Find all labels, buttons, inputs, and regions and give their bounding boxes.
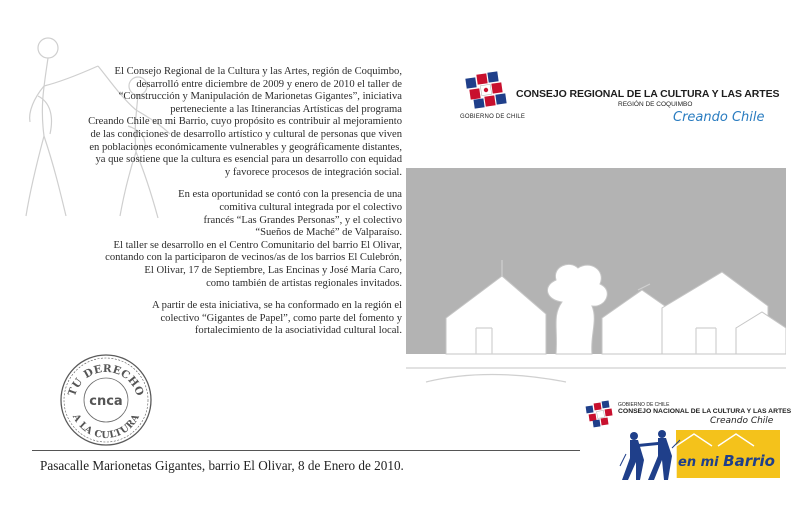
caption-rule	[32, 450, 580, 451]
body-text	[50, 66, 402, 348]
body-line: como también de artistas regionales invitados.	[206, 277, 402, 289]
consejo-name: CONSEJO REGIONAL DE LA CULTURA Y LAS ARTES	[516, 88, 780, 100]
body-line: fortalecimiento de la asociatividad cultural local.	[194, 325, 402, 337]
body-line: contando con la participaron de vecinos/as de los barrios El Culebrón,	[105, 252, 402, 264]
body-line: ya que sostiene que la cultura es esencial para un desarrollo con equidad	[95, 154, 402, 166]
program-name: Creando Chile	[673, 110, 765, 125]
body-line: de las condiciones de desarrollo artístico y cultural de personas que viven	[90, 128, 402, 140]
gobierno-chile-emblem-icon	[460, 70, 520, 110]
body-paragraph	[50, 189, 402, 239]
body-paragraph	[50, 240, 402, 290]
body-line: perteneciente a las Itinerancias Artísticas del programa	[170, 103, 402, 115]
body-line: Creando Chile en mi Barrio, cuyo propósito es contribuir al mejoramiento	[88, 116, 402, 128]
body-line: francés “Las Grandes Personas”, y el colectivo	[203, 214, 402, 226]
stamp-center-text: cnca	[89, 394, 123, 409]
body-line: “Construcción y Manipulación de Marionetas Gigantes”, iniciativa	[118, 91, 402, 103]
tu-derecho-stamp	[58, 352, 154, 448]
body-line: y favorece procesos de integración social.	[224, 166, 402, 178]
cnca-regional-logo	[458, 70, 778, 130]
region-label: REGIÓN DE COQUIMBO	[618, 101, 693, 108]
stamp-bottom-text: A LA CULTURA	[70, 412, 142, 442]
consejo-nacional-name: CONSEJO NACIONAL DE LA CULTURA Y LAS ARTES	[618, 408, 792, 415]
stamp-top-text: TU DERECHO	[66, 362, 146, 398]
en-mi-barrio-text	[678, 452, 775, 470]
body-line: desarrolló entre diciembre de 2009 y enero de 2010 el taller de	[136, 78, 402, 90]
gobierno-label-small: GOBIERNO DE CHILE	[618, 402, 670, 408]
body-line: El Olivar, 17 de Septiembre, Las Encinas y José María Caro,	[144, 264, 402, 276]
barrio-word: Barrio	[723, 452, 775, 470]
gobierno-chile-emblem-small-icon	[584, 400, 622, 428]
body-line: comitiva cultural integrada por el colectivo	[219, 201, 402, 213]
body-line: A partir de esta iniciativa, se ha conformado en la región el	[151, 300, 402, 312]
houses-silhouette-illustration	[406, 168, 786, 388]
body-line: en poblaciones económicamente vulnerables y geográficamente distantes,	[89, 141, 402, 153]
body-paragraph	[50, 66, 402, 179]
program-name-small: Creando Chile	[710, 416, 774, 426]
body-paragraph	[50, 300, 402, 338]
body-line: El Consejo Regional de la Cultura y las Artes, región de Coquimbo,	[114, 66, 402, 77]
body-line: En esta oportunidad se contó con la presencia de una	[178, 189, 402, 201]
creando-chile-en-mi-barrio-logo	[578, 398, 792, 498]
barrio-prefix: en mi	[678, 455, 719, 470]
body-line: colectivo “Gigantes de Papel”, como parte del fomento y	[160, 312, 402, 324]
gobierno-label: GOBIERNO DE CHILE	[460, 114, 526, 120]
photo-caption: Pasacalle Marionetas Gigantes, barrio El Olivar, 8 de Enero de 2010.	[40, 458, 404, 473]
body-line: “Sueños de Maché” de Valparaíso.	[255, 227, 402, 239]
body-line: El taller se desarrollo en el Centro Comunitario del barrio El Olivar,	[113, 239, 402, 251]
